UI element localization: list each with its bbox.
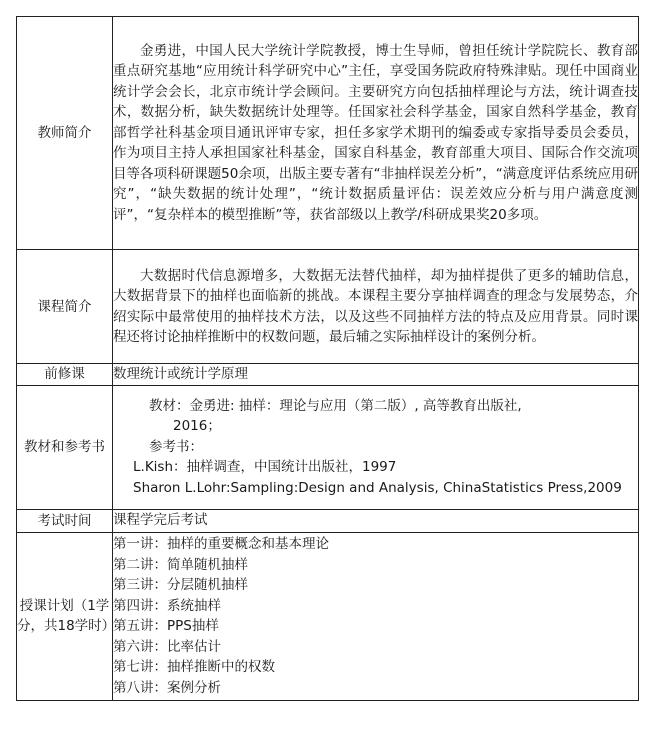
reference-entry-2: Sharon L.Lohr:Sampling:Design and Analysis, ChinaStatistics Press,2009: [133, 479, 622, 496]
textbook-year: 2016；: [173, 418, 221, 435]
teaching-plan-content: [113, 532, 639, 700]
lecture-item: 第六讲：比率估计: [113, 638, 221, 655]
lecture-item: 第八讲：案例分析: [113, 679, 221, 696]
exam-time-row: [17, 509, 639, 532]
exam-time-label: 考试时间: [17, 509, 113, 532]
course-intro-content: [113, 250, 639, 364]
prerequisite-label: 前修课: [17, 364, 113, 386]
textbook-label: 教材和参考书: [17, 385, 113, 509]
textbook-content: [113, 385, 639, 509]
reference-entry-1: L.Kish：抽样调查，中国统计出版社，1997: [133, 459, 397, 476]
textbook-entry: 教材：金勇进: 抽样：理论与应用（第二版）, 高等教育出版社,: [149, 397, 522, 414]
exam-time-content: 课程学完后考试: [113, 509, 639, 532]
teacher-intro-row: [17, 17, 639, 250]
lecture-item: 第三讲：分层随机抽样: [113, 577, 248, 593]
prerequisite-content: 数理统计或统计学原理: [113, 364, 639, 386]
reference-title: 参考书：: [149, 438, 203, 455]
course-info-table: [16, 16, 639, 701]
textbook-row: [17, 385, 639, 509]
course-intro-label: 课程简介: [17, 250, 113, 364]
lecture-item: 第四讲：系统抽样: [113, 597, 221, 614]
lecture-item: 第七讲：抽样推断中的权数: [113, 659, 275, 675]
course-intro-row: [17, 250, 639, 364]
lecture-item: 第一讲：抽样的重要概念和基本理论: [113, 536, 329, 552]
teacher-intro-label: 教师简介: [17, 17, 113, 250]
teacher-intro-text: 金勇进，中国人民大学统计学院教授，博士生导师，曾担任统计学院院长、教育部重点研究基地“应用统计科学研究中心”主任，享受国务院政府特殊津贴。现任中国商业统计学会会长，北京市统计学会顾问。主要研究方向包括抽样理论与方法，统计调查技术，数据分析，缺失数据统计处理等。任国家社会科学基金，国家自然科学基金，教育部哲学社科基金项目通讯评审专家，担任多家学术期刊的编委或专家指导委员会委员，作为项目主持人承担国家社科基金，国家自科基金，教育部重大项目、国际合作交流项目等各项科研课题50余项，出版主要专著有“非抽样误差分析”，“满意度评估系统应用研究”，“缺失数据的统计处理”，“统计数据质量评估：误差效应分析与用户满意度测评”，“复杂样本的模型推断”等，获省部级以上教学/科研成果奖20多项。: [113, 42, 638, 223]
lecture-item: 第二讲：简单随机抽样: [113, 556, 248, 573]
teacher-intro-content: [113, 17, 639, 250]
course-intro-text: 大数据时代信息源增多，大数据无法替代抽样，却为抽样提供了更多的辅助信息，大数据背景下的抽样也面临新的挑战。本课程主要分享抽样调查的理念与发展势态，介绍实际中最常使用的抽样技术方法，以及这些不同抽样方法的特点及应用背景。同时课程还将讨论抽样推断中的权数问题，最后辅之实际抽样设计的案例分析。: [113, 267, 638, 345]
teaching-plan-label: 授课计划（1学分，共18学时）: [17, 532, 113, 700]
prerequisite-row: [17, 364, 639, 386]
lecture-item: 第五讲：PPS抽样: [113, 618, 219, 634]
teaching-plan-row: [17, 532, 639, 700]
